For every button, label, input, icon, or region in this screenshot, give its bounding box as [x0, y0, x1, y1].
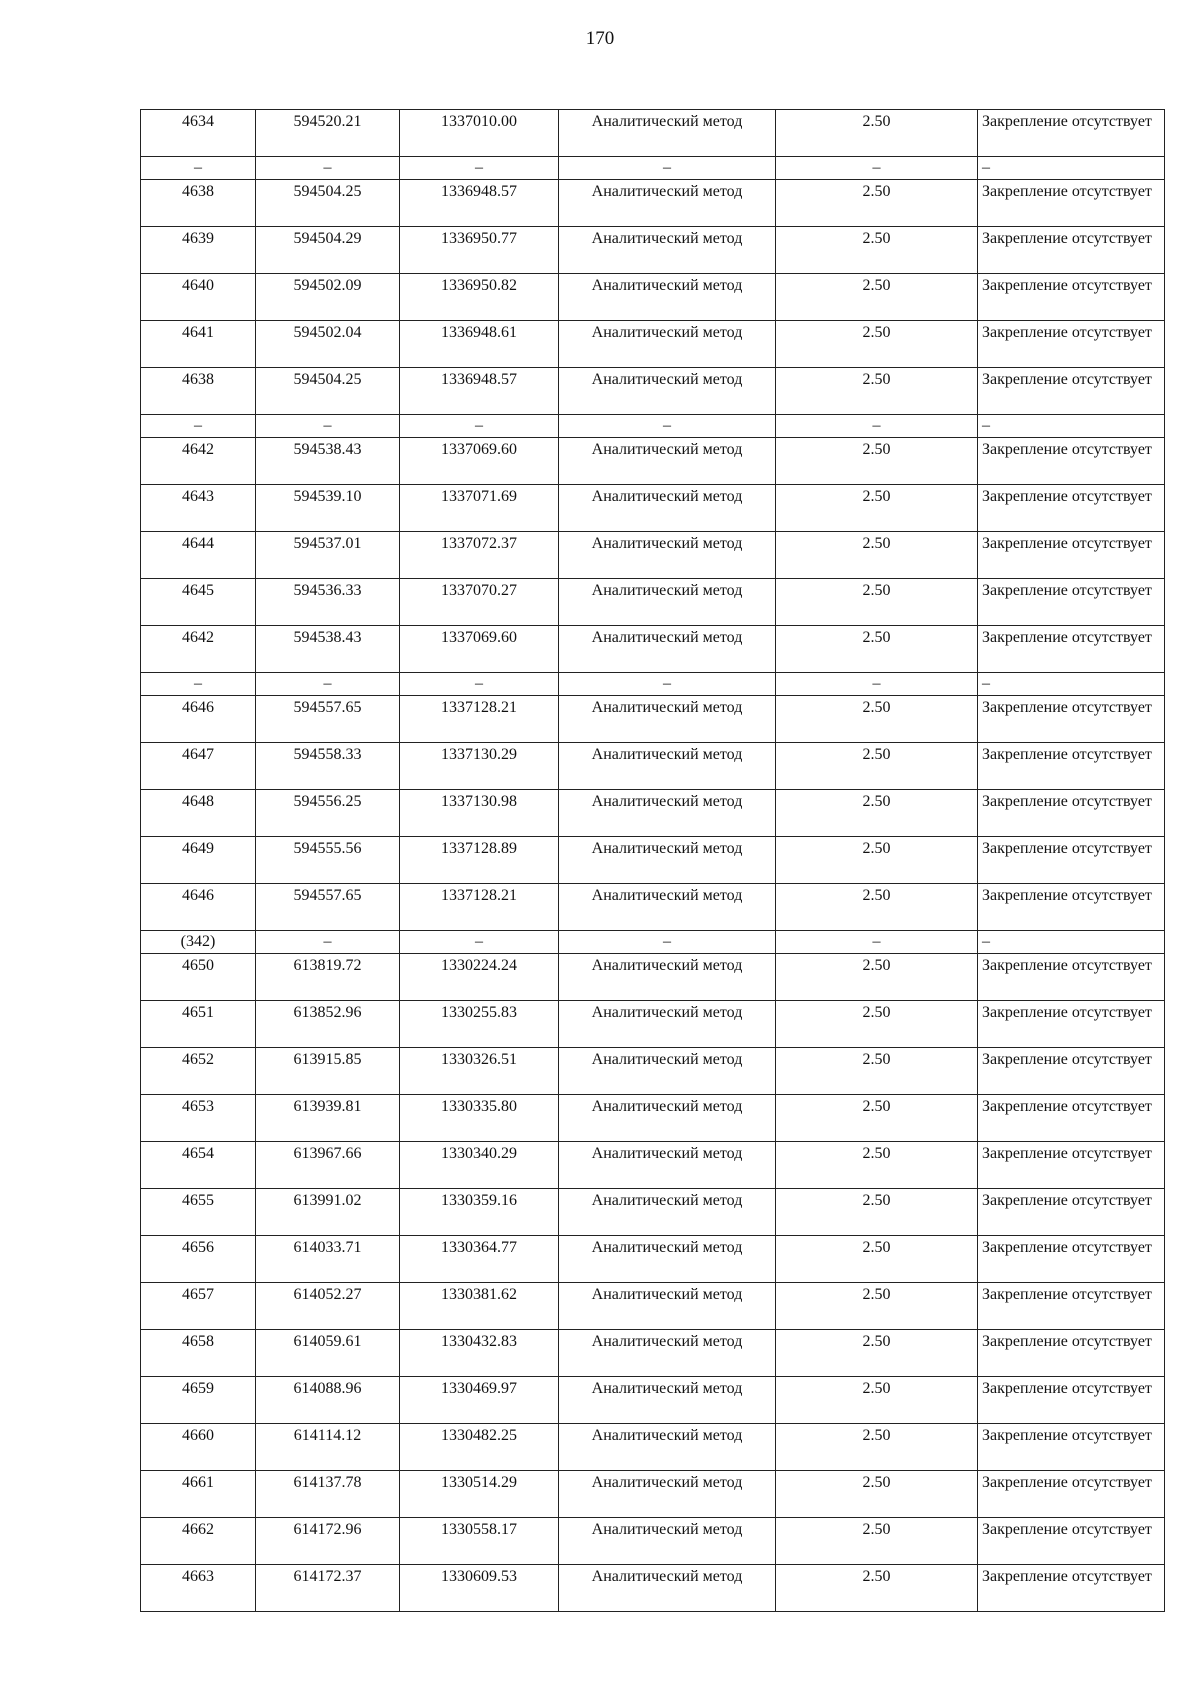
fixation-cell: Закрепление отсутствует	[978, 368, 1165, 415]
y-coordinate-cell: –	[400, 931, 559, 954]
y-coordinate-cell: –	[400, 415, 559, 438]
point-number-cell: 4648	[141, 790, 256, 837]
y-coordinate-cell: 1337130.29	[400, 743, 559, 790]
accuracy-cell: –	[776, 931, 978, 954]
method-cell: Аналитический метод	[559, 1330, 776, 1377]
separator-row	[141, 931, 1165, 954]
table-row	[141, 1330, 1165, 1377]
y-coordinate-cell: 1330340.29	[400, 1142, 559, 1189]
fixation-cell: Закрепление отсутствует	[978, 1048, 1165, 1095]
x-coordinate-cell: 613991.02	[256, 1189, 400, 1236]
method-cell: –	[559, 673, 776, 696]
x-coordinate-cell: 594555.56	[256, 837, 400, 884]
method-cell: Аналитический метод	[559, 837, 776, 884]
table-row	[141, 1283, 1165, 1330]
y-coordinate-cell: 1336948.61	[400, 321, 559, 368]
method-cell: Аналитический метод	[559, 1283, 776, 1330]
y-coordinate-cell: 1330432.83	[400, 1330, 559, 1377]
method-cell: Аналитический метод	[559, 532, 776, 579]
accuracy-cell: 2.50	[776, 1095, 978, 1142]
x-coordinate-cell: 594504.29	[256, 227, 400, 274]
fixation-cell: Закрепление отсутствует	[978, 626, 1165, 673]
x-coordinate-cell: 594504.25	[256, 180, 400, 227]
x-coordinate-cell: 594502.09	[256, 274, 400, 321]
table-row	[141, 321, 1165, 368]
fixation-cell: Закрепление отсутствует	[978, 110, 1165, 157]
point-number-cell: 4649	[141, 837, 256, 884]
point-number-cell: 4655	[141, 1189, 256, 1236]
table-row	[141, 1142, 1165, 1189]
accuracy-cell: 2.50	[776, 1142, 978, 1189]
accuracy-cell: 2.50	[776, 743, 978, 790]
fixation-cell: Закрепление отсутствует	[978, 837, 1165, 884]
point-number-cell: 4652	[141, 1048, 256, 1095]
fixation-cell: Закрепление отсутствует	[978, 180, 1165, 227]
accuracy-cell: 2.50	[776, 790, 978, 837]
y-coordinate-cell: 1337128.21	[400, 884, 559, 931]
accuracy-cell: 2.50	[776, 1236, 978, 1283]
fixation-cell: Закрепление отсутствует	[978, 696, 1165, 743]
accuracy-cell: –	[776, 415, 978, 438]
accuracy-cell: 2.50	[776, 532, 978, 579]
accuracy-cell: 2.50	[776, 1283, 978, 1330]
fixation-cell: Закрепление отсутствует	[978, 532, 1165, 579]
table-row	[141, 579, 1165, 626]
accuracy-cell: –	[776, 673, 978, 696]
table-row	[141, 1518, 1165, 1565]
method-cell: Аналитический метод	[559, 626, 776, 673]
method-cell: Аналитический метод	[559, 1236, 776, 1283]
table-row	[141, 626, 1165, 673]
accuracy-cell: 2.50	[776, 321, 978, 368]
accuracy-cell: 2.50	[776, 1518, 978, 1565]
accuracy-cell: 2.50	[776, 1048, 978, 1095]
accuracy-cell: 2.50	[776, 1471, 978, 1518]
table-row	[141, 743, 1165, 790]
method-cell: Аналитический метод	[559, 579, 776, 626]
y-coordinate-cell: 1336950.82	[400, 274, 559, 321]
x-coordinate-cell: –	[256, 931, 400, 954]
method-cell: Аналитический метод	[559, 1095, 776, 1142]
y-coordinate-cell: 1330609.53	[400, 1565, 559, 1612]
accuracy-cell: 2.50	[776, 274, 978, 321]
y-coordinate-cell: 1330482.25	[400, 1424, 559, 1471]
y-coordinate-cell: 1337010.00	[400, 110, 559, 157]
fixation-cell: Закрепление отсутствует	[978, 1471, 1165, 1518]
x-coordinate-cell: 614059.61	[256, 1330, 400, 1377]
point-number-cell: 4645	[141, 579, 256, 626]
y-coordinate-cell: 1330381.62	[400, 1283, 559, 1330]
fixation-cell: Закрепление отсутствует	[978, 1518, 1165, 1565]
point-number-cell: 4639	[141, 227, 256, 274]
x-coordinate-cell: –	[256, 157, 400, 180]
table-row	[141, 1236, 1165, 1283]
point-number-cell: 4653	[141, 1095, 256, 1142]
point-number-cell: 4638	[141, 368, 256, 415]
x-coordinate-cell: 614088.96	[256, 1377, 400, 1424]
x-coordinate-cell: 613852.96	[256, 1001, 400, 1048]
y-coordinate-cell: 1330364.77	[400, 1236, 559, 1283]
accuracy-cell: 2.50	[776, 1565, 978, 1612]
coordinates-table	[140, 109, 1165, 1612]
fixation-cell: Закрепление отсутствует	[978, 485, 1165, 532]
method-cell: Аналитический метод	[559, 1048, 776, 1095]
accuracy-cell: 2.50	[776, 954, 978, 1001]
x-coordinate-cell: 613967.66	[256, 1142, 400, 1189]
point-number-cell: 4642	[141, 626, 256, 673]
x-coordinate-cell: 594539.10	[256, 485, 400, 532]
method-cell: Аналитический метод	[559, 180, 776, 227]
fixation-cell: Закрепление отсутствует	[978, 1236, 1165, 1283]
x-coordinate-cell: 594520.21	[256, 110, 400, 157]
table-row	[141, 696, 1165, 743]
fixation-cell: Закрепление отсутствует	[978, 579, 1165, 626]
fixation-cell: Закрепление отсутствует	[978, 1330, 1165, 1377]
y-coordinate-cell: 1330469.97	[400, 1377, 559, 1424]
fixation-cell: Закрепление отсутствует	[978, 227, 1165, 274]
separator-row	[141, 157, 1165, 180]
fixation-cell: Закрепление отсутствует	[978, 1424, 1165, 1471]
accuracy-cell: 2.50	[776, 1377, 978, 1424]
accuracy-cell: 2.50	[776, 626, 978, 673]
y-coordinate-cell: 1336948.57	[400, 368, 559, 415]
accuracy-cell: 2.50	[776, 1330, 978, 1377]
accuracy-cell: 2.50	[776, 696, 978, 743]
point-number-cell: 4644	[141, 532, 256, 579]
table-row	[141, 837, 1165, 884]
point-number-cell: –	[141, 415, 256, 438]
y-coordinate-cell: 1337069.60	[400, 438, 559, 485]
method-cell: Аналитический метод	[559, 110, 776, 157]
point-number-cell: (342)	[141, 931, 256, 954]
point-number-cell: 4647	[141, 743, 256, 790]
point-number-cell: 4654	[141, 1142, 256, 1189]
fixation-cell: –	[978, 931, 1165, 954]
fixation-cell: –	[978, 673, 1165, 696]
method-cell: Аналитический метод	[559, 274, 776, 321]
method-cell: –	[559, 931, 776, 954]
method-cell: Аналитический метод	[559, 696, 776, 743]
point-number-cell: 4646	[141, 884, 256, 931]
separator-row	[141, 415, 1165, 438]
method-cell: Аналитический метод	[559, 438, 776, 485]
accuracy-cell: 2.50	[776, 579, 978, 626]
fixation-cell: –	[978, 415, 1165, 438]
page-number: 170	[585, 28, 615, 49]
table-row	[141, 438, 1165, 485]
table-row	[141, 790, 1165, 837]
table-row	[141, 485, 1165, 532]
fixation-cell: Закрепление отсутствует	[978, 1565, 1165, 1612]
accuracy-cell: 2.50	[776, 1189, 978, 1236]
table-row	[141, 1377, 1165, 1424]
y-coordinate-cell: 1330514.29	[400, 1471, 559, 1518]
method-cell: Аналитический метод	[559, 1471, 776, 1518]
x-coordinate-cell: 614114.12	[256, 1424, 400, 1471]
accuracy-cell: 2.50	[776, 884, 978, 931]
x-coordinate-cell: –	[256, 415, 400, 438]
table-row	[141, 1189, 1165, 1236]
y-coordinate-cell: 1337128.21	[400, 696, 559, 743]
method-cell: Аналитический метод	[559, 1424, 776, 1471]
point-number-cell: 4658	[141, 1330, 256, 1377]
x-coordinate-cell: 613819.72	[256, 954, 400, 1001]
y-coordinate-cell: 1337069.60	[400, 626, 559, 673]
point-number-cell: 4640	[141, 274, 256, 321]
point-number-cell: 4642	[141, 438, 256, 485]
x-coordinate-cell: 614172.96	[256, 1518, 400, 1565]
x-coordinate-cell: 614137.78	[256, 1471, 400, 1518]
fixation-cell: Закрепление отсутствует	[978, 1283, 1165, 1330]
point-number-cell: 4643	[141, 485, 256, 532]
separator-row	[141, 673, 1165, 696]
method-cell: Аналитический метод	[559, 790, 776, 837]
y-coordinate-cell: 1330224.24	[400, 954, 559, 1001]
x-coordinate-cell: 613915.85	[256, 1048, 400, 1095]
method-cell: –	[559, 157, 776, 180]
point-number-cell: –	[141, 157, 256, 180]
y-coordinate-cell: 1337072.37	[400, 532, 559, 579]
method-cell: Аналитический метод	[559, 1518, 776, 1565]
fixation-cell: Закрепление отсутствует	[978, 274, 1165, 321]
table-row	[141, 1095, 1165, 1142]
method-cell: Аналитический метод	[559, 368, 776, 415]
x-coordinate-cell: 614052.27	[256, 1283, 400, 1330]
table-row	[141, 532, 1165, 579]
method-cell: Аналитический метод	[559, 954, 776, 1001]
table-row	[141, 274, 1165, 321]
point-number-cell: 4660	[141, 1424, 256, 1471]
fixation-cell: Закрепление отсутствует	[978, 790, 1165, 837]
x-coordinate-cell: 594502.04	[256, 321, 400, 368]
point-number-cell: 4656	[141, 1236, 256, 1283]
method-cell: Аналитический метод	[559, 1189, 776, 1236]
y-coordinate-cell: –	[400, 673, 559, 696]
fixation-cell: Закрепление отсутствует	[978, 954, 1165, 1001]
accuracy-cell: 2.50	[776, 1424, 978, 1471]
y-coordinate-cell: 1330255.83	[400, 1001, 559, 1048]
point-number-cell: 4646	[141, 696, 256, 743]
x-coordinate-cell: 613939.81	[256, 1095, 400, 1142]
fixation-cell: Закрепление отсутствует	[978, 1001, 1165, 1048]
accuracy-cell: 2.50	[776, 1001, 978, 1048]
point-number-cell: 4661	[141, 1471, 256, 1518]
table-row	[141, 1048, 1165, 1095]
table-row	[141, 1471, 1165, 1518]
point-number-cell: 4634	[141, 110, 256, 157]
x-coordinate-cell: 594504.25	[256, 368, 400, 415]
accuracy-cell: –	[776, 157, 978, 180]
y-coordinate-cell: 1336948.57	[400, 180, 559, 227]
point-number-cell: 4662	[141, 1518, 256, 1565]
y-coordinate-cell: 1330359.16	[400, 1189, 559, 1236]
x-coordinate-cell: 594538.43	[256, 438, 400, 485]
point-number-cell: 4651	[141, 1001, 256, 1048]
method-cell: Аналитический метод	[559, 1377, 776, 1424]
table-row	[141, 227, 1165, 274]
x-coordinate-cell: 594537.01	[256, 532, 400, 579]
point-number-cell: 4650	[141, 954, 256, 1001]
fixation-cell: Закрепление отсутствует	[978, 321, 1165, 368]
method-cell: Аналитический метод	[559, 1565, 776, 1612]
point-number-cell: 4638	[141, 180, 256, 227]
x-coordinate-cell: 594558.33	[256, 743, 400, 790]
x-coordinate-cell: 594557.65	[256, 696, 400, 743]
fixation-cell: Закрепление отсутствует	[978, 1095, 1165, 1142]
table-row	[141, 1001, 1165, 1048]
table-row	[141, 1424, 1165, 1471]
y-coordinate-cell: 1336950.77	[400, 227, 559, 274]
x-coordinate-cell: 614172.37	[256, 1565, 400, 1612]
table-row	[141, 368, 1165, 415]
y-coordinate-cell: 1330335.80	[400, 1095, 559, 1142]
fixation-cell: –	[978, 157, 1165, 180]
method-cell: Аналитический метод	[559, 743, 776, 790]
method-cell: Аналитический метод	[559, 1142, 776, 1189]
fixation-cell: Закрепление отсутствует	[978, 1189, 1165, 1236]
table-row	[141, 180, 1165, 227]
accuracy-cell: 2.50	[776, 837, 978, 884]
y-coordinate-cell: 1337130.98	[400, 790, 559, 837]
y-coordinate-cell: 1337070.27	[400, 579, 559, 626]
point-number-cell: –	[141, 673, 256, 696]
accuracy-cell: 2.50	[776, 438, 978, 485]
table-row	[141, 1565, 1165, 1612]
accuracy-cell: 2.50	[776, 368, 978, 415]
x-coordinate-cell: 594538.43	[256, 626, 400, 673]
method-cell: Аналитический метод	[559, 321, 776, 368]
fixation-cell: Закрепление отсутствует	[978, 438, 1165, 485]
accuracy-cell: 2.50	[776, 180, 978, 227]
x-coordinate-cell: 594556.25	[256, 790, 400, 837]
x-coordinate-cell: 594536.33	[256, 579, 400, 626]
point-number-cell: 4659	[141, 1377, 256, 1424]
method-cell: Аналитический метод	[559, 884, 776, 931]
accuracy-cell: 2.50	[776, 110, 978, 157]
fixation-cell: Закрепление отсутствует	[978, 1377, 1165, 1424]
y-coordinate-cell: 1330558.17	[400, 1518, 559, 1565]
x-coordinate-cell: 594557.65	[256, 884, 400, 931]
point-number-cell: 4657	[141, 1283, 256, 1330]
fixation-cell: Закрепление отсутствует	[978, 884, 1165, 931]
accuracy-cell: 2.50	[776, 227, 978, 274]
point-number-cell: 4663	[141, 1565, 256, 1612]
y-coordinate-cell: 1337071.69	[400, 485, 559, 532]
table-row	[141, 954, 1165, 1001]
table-row	[141, 884, 1165, 931]
method-cell: Аналитический метод	[559, 1001, 776, 1048]
method-cell: Аналитический метод	[559, 227, 776, 274]
point-number-cell: 4641	[141, 321, 256, 368]
fixation-cell: Закрепление отсутствует	[978, 1142, 1165, 1189]
fixation-cell: Закрепление отсутствует	[978, 743, 1165, 790]
y-coordinate-cell: 1330326.51	[400, 1048, 559, 1095]
method-cell: –	[559, 415, 776, 438]
x-coordinate-cell: –	[256, 673, 400, 696]
y-coordinate-cell: –	[400, 157, 559, 180]
x-coordinate-cell: 614033.71	[256, 1236, 400, 1283]
accuracy-cell: 2.50	[776, 485, 978, 532]
y-coordinate-cell: 1337128.89	[400, 837, 559, 884]
method-cell: Аналитический метод	[559, 485, 776, 532]
coordinates-table-body	[141, 110, 1165, 1612]
table-row	[141, 110, 1165, 157]
